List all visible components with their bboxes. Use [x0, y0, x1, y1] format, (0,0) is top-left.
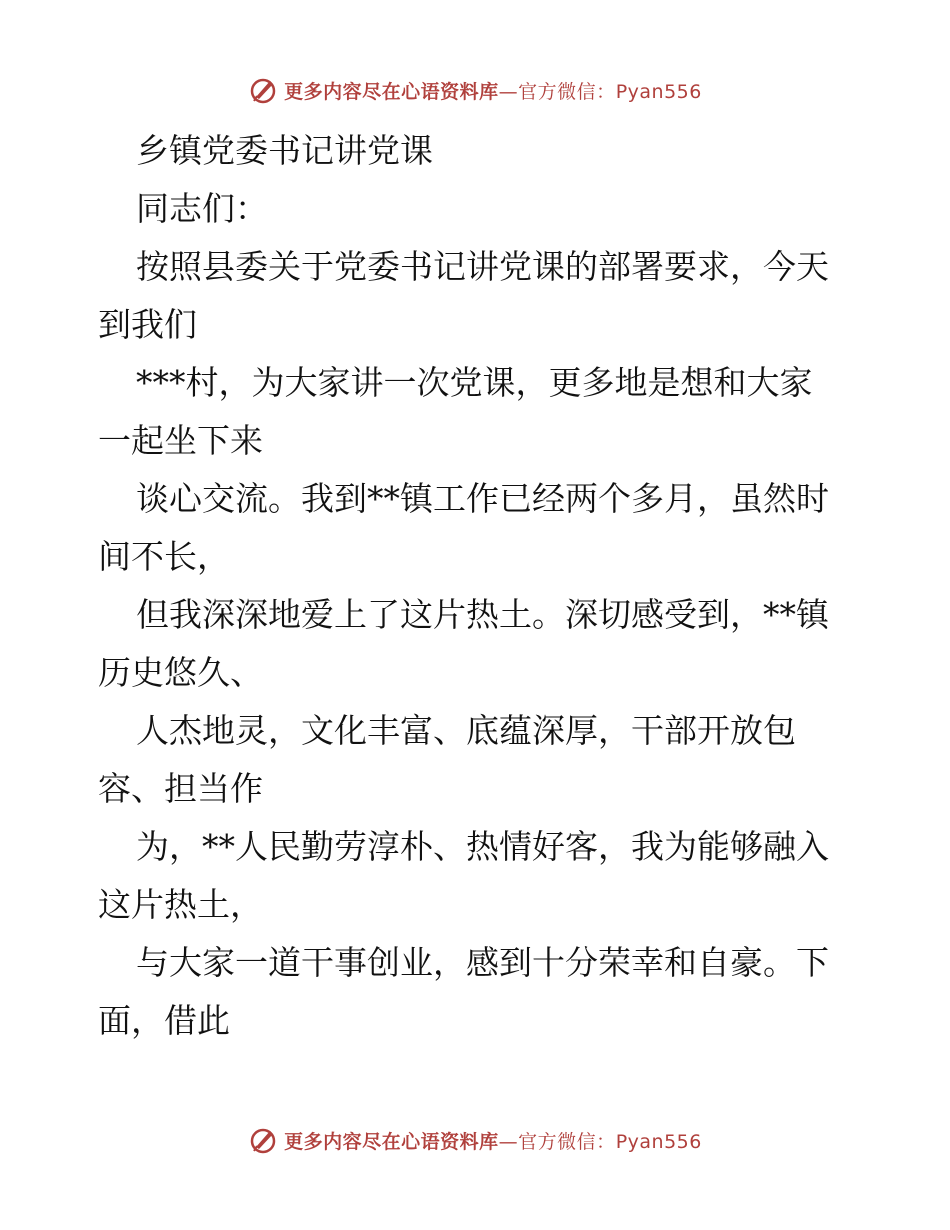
body-line: 人杰地灵，文化丰富、底蕴深厚，干部开放包 — [136, 711, 796, 750]
body-line: 但我深深地爱上了这片热土。深切感受到，**镇 — [136, 595, 829, 634]
body-line: 一起坐下来 — [98, 421, 263, 460]
watermark-brand: 更多内容尽在心语资料库 — [284, 1130, 499, 1153]
body-line: 历史悠久、 — [98, 653, 263, 692]
body-line: 间不长， — [98, 537, 230, 576]
watermark-wechat-label: 官方微信： — [518, 1130, 616, 1153]
footer-watermark — [0, 1120, 950, 1160]
watermark-wechat-id: Pyan556 — [615, 1130, 702, 1153]
header-watermark — [0, 70, 950, 110]
document-greeting: 同志们： — [136, 189, 268, 228]
document-title: 乡镇党委书记讲党课 — [136, 131, 433, 170]
watermark-wechat-label: 官方微信： — [518, 80, 616, 103]
watermark-dash: — — [498, 1130, 519, 1153]
body-line: 为，**人民勤劳淳朴、热情好客，我为能够融入 — [136, 827, 829, 866]
document-body — [98, 122, 858, 1050]
body-line: 到我们 — [98, 305, 197, 344]
watermark-dash: — — [498, 80, 519, 103]
watermark-brand: 更多内容尽在心语资料库 — [284, 80, 499, 103]
body-line: 谈心交流。我到**镇工作已经两个多月，虽然时 — [136, 479, 829, 518]
body-line: 面，借此 — [98, 1001, 230, 1040]
body-line: 与大家一道干事创业，感到十分荣幸和自豪。下 — [136, 943, 829, 982]
quill-pen-logo-icon — [248, 1125, 278, 1155]
body-line: 这片热土， — [98, 885, 263, 924]
watermark-text — [284, 77, 702, 104]
body-line: ***村，为大家讲一次党课，更多地是想和大家 — [136, 363, 813, 402]
watermark-wechat-id: Pyan556 — [615, 80, 702, 103]
body-line: 按照县委关于党委书记讲党课的部署要求，今天 — [136, 247, 829, 286]
body-line: 容、担当作 — [98, 769, 263, 808]
watermark-text — [284, 1127, 702, 1154]
quill-pen-logo-icon — [248, 75, 278, 105]
